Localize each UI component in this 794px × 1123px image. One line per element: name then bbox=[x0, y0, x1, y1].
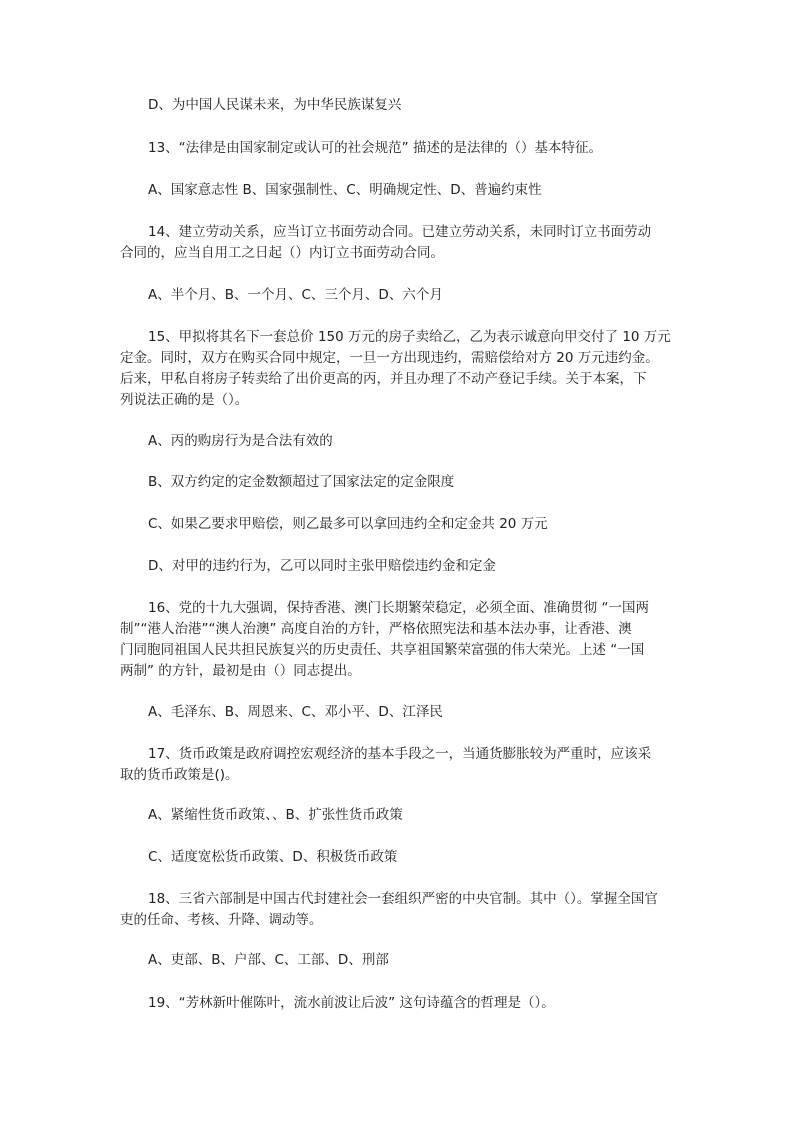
paragraph bbox=[120, 472, 680, 493]
paragraph bbox=[120, 180, 680, 201]
paragraph bbox=[120, 514, 680, 535]
text-line: 合同的，应当自用工之日起（）内订立书面劳动合同。 bbox=[120, 245, 444, 261]
text-line: C、如果乙要求甲赔偿，则乙最多可以拿回违约全和定金共 20 万元 bbox=[148, 516, 548, 532]
text-line: 15、甲拟将其名下一套总价 150 万元的房子卖给乙，乙为表示诚意向甲交付了 10 万元 bbox=[148, 329, 671, 345]
text-line: 列说法正确的是（）。 bbox=[120, 392, 249, 408]
paragraph bbox=[120, 556, 680, 577]
text-line: 定金。同时，双方在购买合同中规定，一旦一方出现违约，需赔偿给对方 20 万元违约金。 bbox=[120, 350, 659, 366]
text-line: A、毛泽东、B、周恩来、C、邓小平、D、江泽民 bbox=[148, 704, 443, 720]
text-line: 14、建立劳动关系，应当订立书面劳动合同。已建立劳动关系，未同时订立书面劳动 bbox=[148, 224, 652, 240]
paragraph bbox=[120, 950, 680, 971]
text-line: B、双方约定的定金数额超过了国家法定的定金限度 bbox=[148, 474, 455, 490]
paragraph bbox=[120, 95, 680, 116]
text-line: 19、“芳林新叶催陈叶，流水前波让后波” 这句诗蕴含的哲理是（）。 bbox=[148, 995, 555, 1011]
text-line: A、吏部、B、户部、C、工部、D、刑部 bbox=[148, 952, 389, 968]
text-line: A、丙的购房行为是合法有效的 bbox=[148, 433, 333, 449]
text-line: 13、“法律是由国家制定或认可的社会规范” 描述的是法律的（）基本特征。 bbox=[148, 140, 602, 156]
paragraph bbox=[120, 138, 680, 159]
text-line: 取的货币政策是()。 bbox=[120, 767, 239, 783]
paragraph bbox=[120, 847, 680, 868]
paragraph bbox=[120, 702, 680, 723]
paragraph bbox=[120, 805, 680, 826]
text-line: D、为中国人民谋未来，为中华民族谋复兴 bbox=[148, 97, 402, 113]
paragraph bbox=[120, 285, 680, 306]
paragraph bbox=[120, 889, 680, 931]
text-line: 制”“港人治港”“澳人治澳” 高度自治的方针，严格依照宪法和基本法办事，让香港、澳 bbox=[120, 621, 632, 637]
text-line: C、适度宽松货币政策、D、积极货币政策 bbox=[148, 849, 398, 865]
text-line: 16、党的十九大强调，保持香港、澳门长期繁荣稳定，必须全面、准确贯彻 “一国两 bbox=[148, 600, 649, 616]
text-line: A、国家意志性 B、国家强制性、C、明确规定性、D、普遍约束性 bbox=[148, 182, 542, 198]
text-line: 后来，甲私自将房子转卖给了出价更高的丙，并且办理了不动产登记手续。关于本案，下 bbox=[120, 371, 647, 387]
text-line: D、对甲的违约行为，乙可以同时主张甲赔偿违约金和定金 bbox=[148, 558, 496, 574]
paragraph bbox=[120, 222, 680, 264]
text-line: A、紧缩性货币政策、、B、扩张性货币政策 bbox=[148, 807, 403, 823]
paragraph bbox=[120, 598, 680, 682]
text-line: 两制” 的方针，最初是由（）同志提出。 bbox=[120, 663, 361, 679]
paragraph bbox=[120, 431, 680, 452]
text-line: 门同胞同祖国人民共担民族复兴的历史责任、共享祖国繁荣富强的伟大荣光。上述 “一国 bbox=[120, 642, 645, 658]
text-line: 18、三省六部制是中国古代封建社会一套组织严密的中央官制。其中（）。掌握全国官 bbox=[148, 891, 658, 907]
text-line: 17、货币政策是政府调控宏观经济的基本手段之一，当通货膨胀较为严重时，应该采 bbox=[148, 746, 652, 762]
paragraph bbox=[120, 993, 680, 1014]
paragraph bbox=[120, 744, 680, 786]
text-line: A、半个月、B、一个月、C、三个月、D、六个月 bbox=[148, 287, 443, 303]
paragraph bbox=[120, 327, 680, 411]
text-line: 吏的任命、考核、升降、调动等。 bbox=[120, 912, 323, 928]
